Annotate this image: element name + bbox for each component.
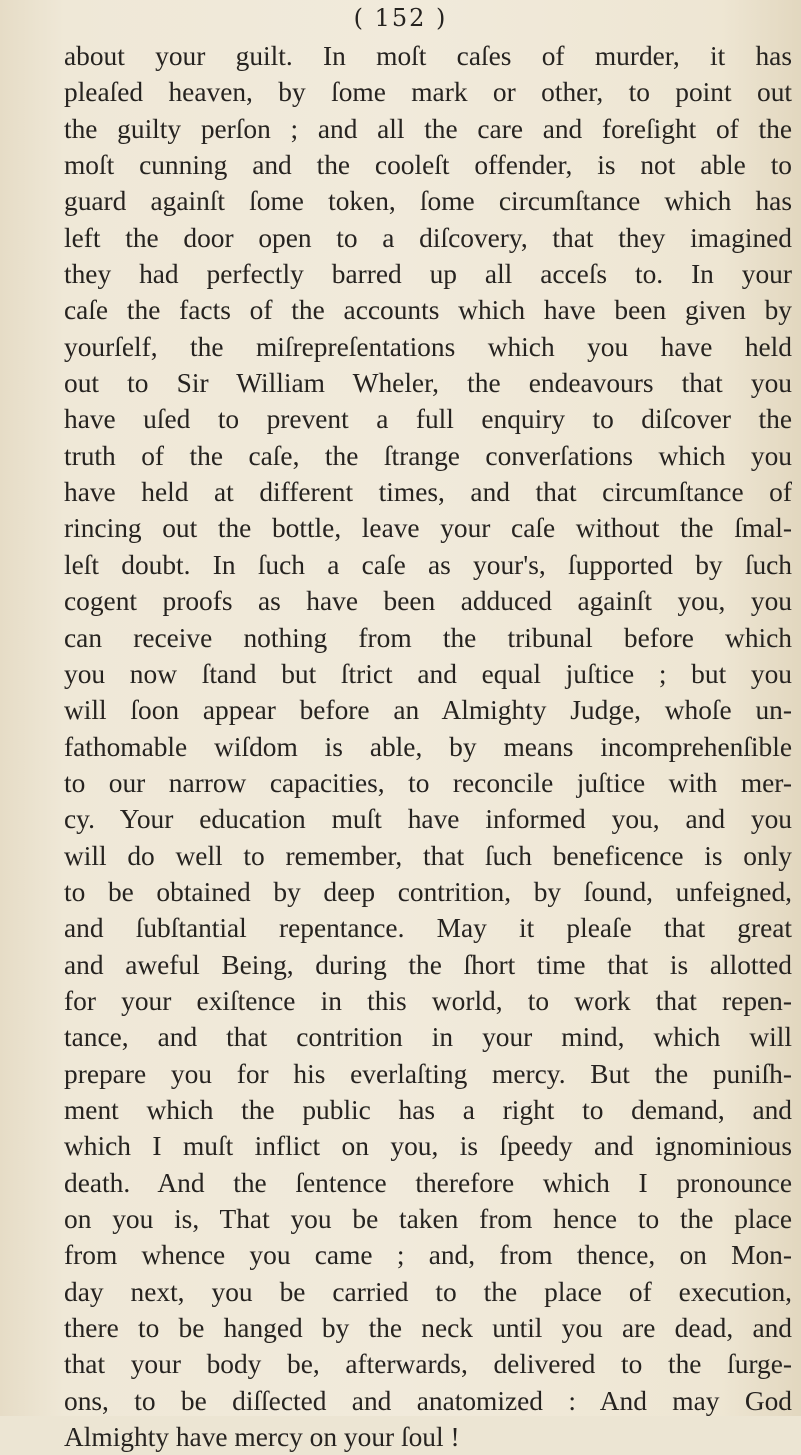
text-line: truth of the caſe, the ſtrange converſations which you xyxy=(64,440,792,471)
text-line: rincing out the bottle, leave your caſe without the ſmal- xyxy=(64,513,792,544)
body-text xyxy=(64,38,792,1455)
text-line: for your exiſtence in this world, to work that repen- xyxy=(64,985,792,1016)
text-line: cogent proofs as have been adduced againſt you, you xyxy=(64,586,792,617)
text-line: tance, and that contrition in your mind, which will xyxy=(64,1022,792,1053)
page-number: ( 152 ) xyxy=(353,4,448,32)
text-line: guard againſt ſome token, ſome circumſtance which has xyxy=(64,186,792,217)
text-line: leſt doubt. In ſuch a caſe as your's, ſupported by ſuch xyxy=(64,549,792,580)
text-line: there to be hanged by the neck until you are dead, and xyxy=(64,1313,792,1344)
text-line: Almighty have mercy on your ſoul ! xyxy=(64,1422,460,1453)
text-line: have held at different times, and that circumſtance of xyxy=(64,477,792,508)
text-line: and ſubſtantial repentance. May it pleaſe that great xyxy=(64,913,792,944)
text-line: will ſoon appear before an Almighty Judge, whoſe un- xyxy=(64,695,792,726)
text-line: death. And the ſentence therefore which I pronounce xyxy=(64,1167,792,1198)
text-line: and aweful Being, during the ſhort time that is allotted xyxy=(64,949,792,980)
text-line: about your guilt. In moſt caſes of murder, it has xyxy=(64,41,792,71)
text-line: ment which the public has a right to demand, and xyxy=(64,1094,792,1125)
text-line: you now ſtand but ſtrict and equal juſtice ; but you xyxy=(64,658,792,689)
text-line: will do well to remember, that ſuch beneficence is only xyxy=(64,840,792,871)
text-line: prepare you for his everlaſting mercy. But the puniſh- xyxy=(64,1058,792,1089)
text-line: can receive nothing from the tribunal before which xyxy=(64,622,792,653)
text-line: yourſelf, the miſrepreſentations which you have held xyxy=(64,331,792,362)
text-line: from whence you came ; and, from thence, on Mon- xyxy=(64,1240,792,1271)
text-line: the guilty perſon ; and all the care and foreſight of the xyxy=(64,113,792,144)
text-line: left the door open to a diſcovery, that they imagined xyxy=(64,222,792,253)
text-line: moſt cunning and the cooleſt offender, is not able to xyxy=(64,150,792,181)
text-line: pleaſed heaven, by ſome mark or other, to point out xyxy=(64,77,792,108)
text-line: they had perfectly barred up all acceſs to. In your xyxy=(64,259,792,290)
text-line: that your body be, afterwards, delivered to the ſurge- xyxy=(64,1349,792,1380)
text-line: caſe the facts of the accounts which have been given by xyxy=(64,295,792,326)
text-line: to our narrow capacities, to reconcile juſtice with mer- xyxy=(64,767,792,798)
text-line: out to Sir William Wheler, the endeavours that you xyxy=(64,368,792,399)
text-line: ons, to be diſſected and anatomized : And may God xyxy=(64,1385,792,1416)
text-line: which I muſt inflict on you, is ſpeedy and ignominious xyxy=(64,1131,792,1162)
text-line: day next, you be carried to the place of execution, xyxy=(64,1276,792,1307)
text-line: have uſed to prevent a full enquiry to diſcover the xyxy=(64,404,792,435)
text-line: fathomable wiſdom is able, by means incomprehenſible xyxy=(64,731,792,762)
text-line: to be obtained by deep contrition, by ſound, unfeigned, xyxy=(64,876,792,907)
text-line: on you is, That you be taken from hence to the place xyxy=(64,1204,792,1234)
text-line: cy. Your education muſt have informed you, and you xyxy=(64,804,792,835)
